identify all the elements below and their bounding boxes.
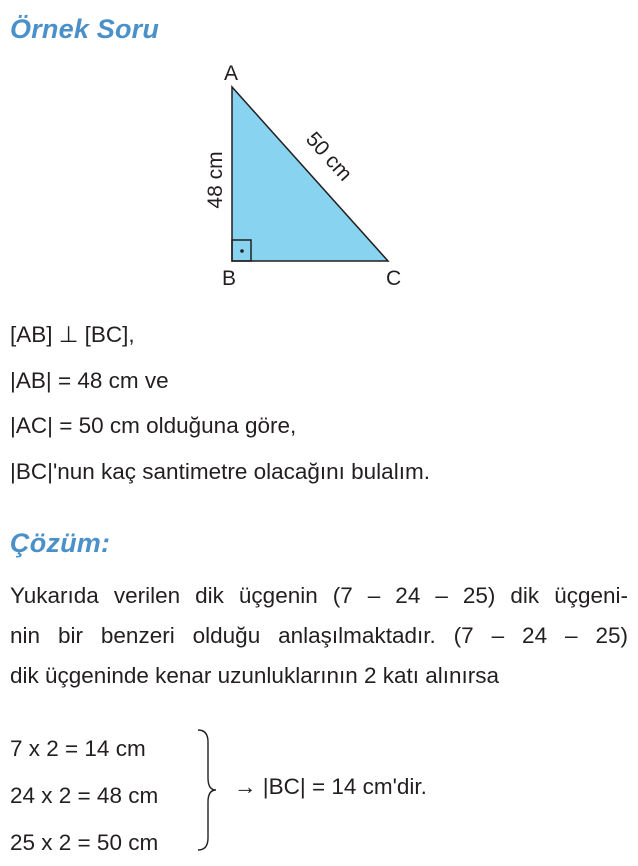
example-heading: Örnek Soru [10,14,160,44]
triangle-shape [232,87,388,261]
calculation-line: 24 x 2 = 48 cm [10,783,159,808]
solution-heading: Çözüm: [10,528,111,558]
calculation-line: 25 x 2 = 50 cm [10,830,159,855]
side-ac-length-label: 50 cm [301,127,357,186]
calculation-line: 7 x 2 = 14 cm [10,736,146,761]
solution-line: Yukarıda verilen dik üçgenin (7 – 24 – 25) dik üçgeni- [10,583,628,608]
solution-line: nin bir benzeri olduğu anlaşılmaktadır. (7 – 24 – 25) [10,623,628,648]
calculation-list [10,725,158,866]
given-line-ac-length: |AC| = 50 cm olduğuna göre, [10,413,297,438]
right-curly-brace-icon [196,728,218,852]
side-ab-length-label: 48 cm [204,151,227,209]
given-line-perpendicular: [AB] ⊥ [BC], [10,322,135,347]
vertex-label-a: A [224,62,239,85]
given-statements [10,312,430,494]
right-angle-dot [240,249,244,253]
solution-paragraph [10,576,628,696]
right-triangle-figure [0,0,638,300]
result-statement: → |BC| = 14 cm'dir. [234,774,427,799]
given-line-question: |BC|'nun kaç santimetre olacağını bulalım. [10,458,430,484]
vertex-label-b: B [222,267,237,290]
vertex-label-c: C [386,267,402,290]
given-line-ab-length: |AB| = 48 cm ve [10,367,169,393]
solution-line: dik üçgeninde kenar uzunluklarının 2 katı alınırsa [10,663,500,688]
